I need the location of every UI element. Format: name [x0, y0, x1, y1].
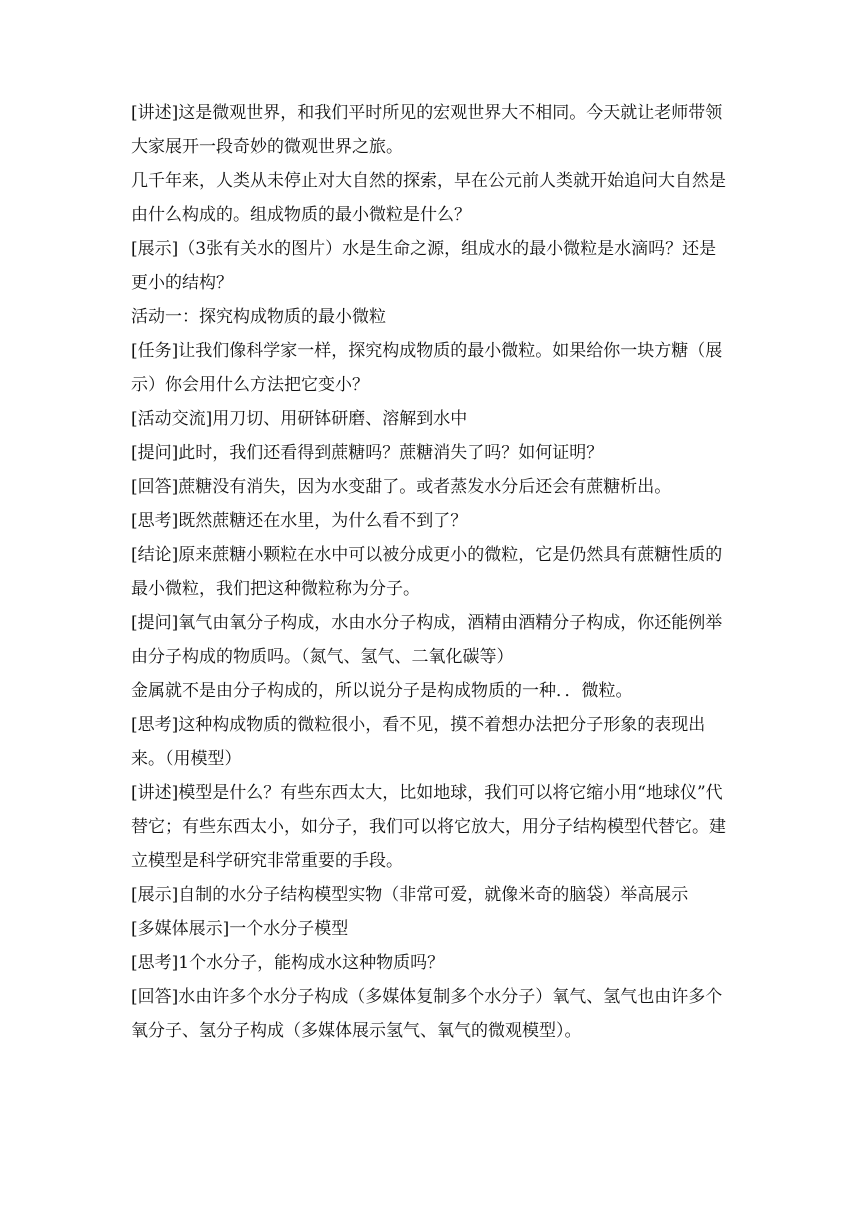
paragraph-narration-model: [讲述]模型是什么？有些东西太大，比如地球，我们可以将它缩小用“地球仪”代替它；有些东西太小，如分子，我们可以将它放大，用分子结构模型代替它。建立模型是科学研究非常重要的手段。 — [131, 783, 726, 871]
paragraph-show-homemade-model: [展示]自制的水分子结构模型实物（非常可爱，就像米奇的脑袋）举高展示 — [131, 885, 689, 905]
paragraph-think-one-molecule: [思考]1个水分子，能构成水这种物质吗？ — [131, 953, 445, 973]
paragraph-task-sugar-cube: [任务]让我们像科学家一样，探究构成物质的最小微粒。如果给你一块方糖（展示）你会用什么方法把它变小？ — [131, 341, 723, 395]
paragraph-metals-note: 金属就不是由分子构成的，所以说分子是构成物质的一种．．微粒。 — [131, 681, 633, 701]
paragraph-question-molecular-substances: [提问]氧气由氧分子构成，水由水分子构成，酒精由酒精分子构成，你还能例举由分子构成的物质吗。（氮气、氢气、二氧化碳等） — [131, 613, 723, 667]
paragraph-activity-one: 活动一：探究构成物质的最小微粒 — [131, 307, 386, 327]
paragraph-history-exploration: 几千年来，人类从未停止对大自然的探索，早在公元前人类就开始追问大自然是由什么构成的。组成物质的最小微粒是什么？ — [131, 171, 726, 225]
document-body — [131, 96, 731, 1048]
paragraph-think-model: [思考]这种构成物质的微粒很小，看不见，摸不着想办法把分子形象的表现出来。（用模型） — [131, 715, 706, 769]
paragraph-question-sucrose: [提问]此时，我们还看得到蔗糖吗？蔗糖消失了吗？如何证明？ — [131, 443, 604, 463]
paragraph-multimedia-model: [多媒体展示]一个水分子模型 — [131, 919, 349, 939]
paragraph-conclusion-molecule: [结论]原来蔗糖小颗粒在水中可以被分成更小的微粒，它是仍然具有蔗糖性质的最小微粒，我们把这种微粒称为分子。 — [131, 545, 723, 599]
paragraph-show-water-pictures: [展示]（3张有关水的图片）水是生命之源，组成水的最小微粒是水滴吗？还是更小的结构？ — [131, 239, 717, 293]
paragraph-answer-sucrose: [回答]蔗糖没有消失，因为水变甜了。或者蒸发水分后还会有蔗糖析出。 — [131, 477, 672, 497]
paragraph-think-invisible: [思考]既然蔗糖还在水里，为什么看不到了？ — [131, 511, 468, 531]
paragraph-answer-many-molecules: [回答]水由许多个水分子构成（多媒体复制多个水分子）氧气、氢气也由许多个氧分子、氢分子构成（多媒体展示氢气、氧气的微观模型）。 — [131, 987, 723, 1041]
paragraph-narration-micro-world: [讲述]这是微观世界，和我们平时所见的宏观世界大不相同。今天就让老师带领大家展开一段奇妙的微观世界之旅。 — [131, 103, 723, 157]
paragraph-activity-exchange: [活动交流]用刀切、用研钵研磨、溶解到水中 — [131, 409, 468, 429]
